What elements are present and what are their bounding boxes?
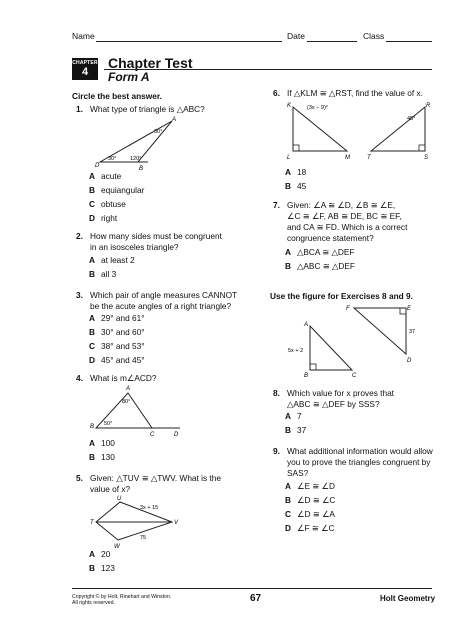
question-7: 7. Given: ∠A ≅ ∠D, ∠B ≅ ∠E, ∠C ≅ ∠F, AB ≅ DE, BC ≅ EF, and CA ≅ FD. Which is a correct congruence statement? [273,200,408,243]
q5-label-w: W [114,544,120,550]
q4-label-c: C [150,432,155,438]
option[interactable]: D ∠F ≅ ∠C [285,523,335,533]
fig-label-a: A [304,322,309,328]
footer-rule [72,588,432,589]
option[interactable]: B 30° and 60° [89,327,145,337]
q6-label-s: S [424,155,429,161]
option[interactable]: B ∠D ≅ ∠C [285,495,336,505]
q5-bottom-value: 75 [140,535,147,541]
q1-label-d: D [95,163,100,169]
name-label: Name [72,31,95,41]
question-3: 3. Which pair of angle measures CANNOT be the acute angles of a right triangle? [76,290,238,311]
chapter-title: Chapter Test [108,55,193,71]
option[interactable]: B all 3 [89,269,117,279]
q1-label-b: B [139,166,144,172]
question-number: 1. [76,104,83,114]
q6-angle-45: 45° [407,116,416,122]
option[interactable]: B 45 [285,181,307,191]
q6-options [285,167,306,192]
option[interactable]: A acute [89,171,122,181]
q8-options [285,411,306,436]
q4-angle-80: 80° [122,399,131,405]
q4-options [89,438,115,463]
option[interactable]: B 123 [89,563,115,573]
class-field-line[interactable] [386,32,432,42]
q1-angle-30-left: 30° [108,156,117,162]
chapter-badge [72,58,98,80]
question-2: 2. How many sides must be congruent in an isosceles triangle? [76,231,222,252]
form-title: Form A [108,70,150,84]
option[interactable]: B 130 [89,452,115,462]
name-field-line[interactable] [96,32,282,42]
option[interactable]: D right [89,213,118,223]
q2-options [89,255,135,280]
q1-angle-120: 120° [130,156,142,162]
fig-right-value: 37 [409,329,416,335]
q4-figure [88,383,188,441]
chapter-number: 4 [81,66,89,78]
q5-label-v: V [174,520,179,526]
option[interactable]: A 18 [285,167,307,177]
q4-label-b: B [90,424,95,430]
question-4: 4. What is m∠ACD? [76,373,157,383]
fig-label-c: C [352,373,357,378]
copyright: Copyright © by Holt, Rinehart and Winston. All rights reserved. [72,594,172,606]
fig-label-d: D [407,358,412,364]
q4-label-a: A [126,386,131,392]
q6-label-k: K [287,103,292,109]
q9-options [285,481,335,534]
fig-label-b: B [304,373,309,378]
option[interactable]: A 7 [285,411,302,421]
chapter-label: CHAPTER [72,60,98,66]
option[interactable]: B equiangular [89,185,145,195]
q4-label-d: D [174,432,179,438]
q6-label-t: T [367,155,371,161]
option[interactable]: A 100 [89,438,115,448]
option[interactable]: C obtuse [89,199,126,209]
q7-options [285,247,355,272]
option[interactable]: A 20 [89,549,111,559]
fig-label-f: F [346,306,350,312]
q6-label-l: L [287,155,291,161]
q6-angle-expr: (3x − 9)° [307,105,328,111]
q1-figure [90,114,180,172]
instructions: Circle the best answer. [72,91,162,101]
option[interactable]: B △ABC ≅ △DEF [285,261,355,271]
q3-options [89,313,145,366]
question-9: 9. What additional information would allow you to prove the triangles congruent by SAS? [273,446,433,478]
date-field-line[interactable] [307,32,357,42]
question-5: 5. Given: △TUV ≅ △TWV. What is the value of x? [76,473,221,494]
title-rule [104,69,432,70]
option[interactable]: A at least 2 [89,255,135,265]
book-title: Holt Geometry [380,594,436,603]
option[interactable]: A △BCA ≅ △DEF [285,247,355,257]
figure-8-9 [288,302,428,378]
q6-label-m: M [345,155,350,161]
fig-left-expr: 5x + 2 [288,348,304,354]
option[interactable]: A 29° and 61° [89,313,145,323]
q6-label-r: R [426,103,431,109]
q1-options [89,171,144,224]
q1-label-a: A [172,117,177,123]
option[interactable]: B 37 [285,425,307,435]
q5-top-expr: 3x + 15 [140,505,159,511]
q5-label-u: U [117,496,122,502]
question-6: 6. If △KLM ≅ △RST, find the value of x. [273,88,423,98]
q6-figure [285,99,435,161]
q5-label-t: T [90,520,94,526]
class-label: Class [363,31,385,41]
option[interactable]: C 38° and 53° [89,341,145,351]
option[interactable]: D 45° and 45° [89,355,145,365]
figure-heading: Use the figure for Exercises 8 and 9. [270,291,413,301]
page-number: 67 [250,593,262,604]
question-8: 8. Which value for x proves that △ABC ≅ △DEF by SSS? [273,388,394,409]
date-label: Date [287,31,305,41]
option[interactable]: A ∠E ≅ ∠D [285,481,335,491]
q1-angle-30-top: 30° [154,129,163,135]
option[interactable]: C ∠D ≅ ∠A [285,509,335,519]
q5-options [89,549,115,574]
q4-angle-50: 50° [104,421,113,427]
fig-label-e: E [407,306,412,312]
question-text: What type of triangle is △ABC? [90,104,205,114]
q5-figure [88,494,188,550]
